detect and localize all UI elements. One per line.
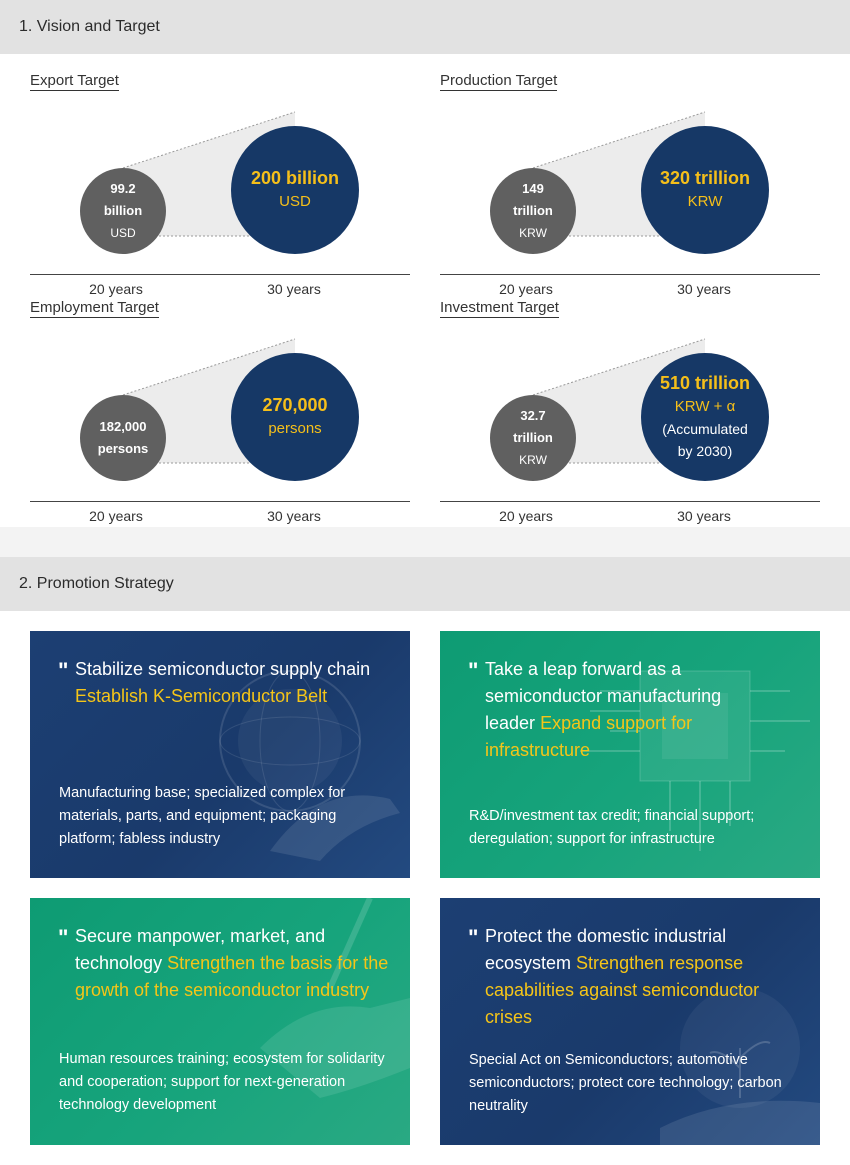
- baseline-unit-2: KRW: [519, 453, 547, 467]
- baseline-value: 149: [522, 181, 544, 196]
- target-value: 270,000: [262, 395, 328, 415]
- strategy-description: Manufacturing base; specialized complex for materials, parts, and equipment; packaging platform; fabless industry: [59, 785, 346, 847]
- baseline-value: 32.7: [520, 408, 546, 423]
- baseline-unit: billion: [103, 203, 143, 218]
- baseline-unit-2: USD: [110, 226, 136, 240]
- section-vision-header: [0, 0, 850, 54]
- baseline-circle: [490, 395, 576, 481]
- label-to: 30 years: [677, 281, 731, 297]
- strategy-description: Special Act on Semiconductors; automotive semiconductors; protect core technology; carbon neutrality: [469, 1052, 782, 1114]
- target-unit: KRW + α: [674, 398, 736, 415]
- target-title: Export Target: [30, 72, 119, 89]
- quote-mark-icon: ": [468, 925, 479, 950]
- section-vision-title: 1. Vision and Target: [19, 18, 160, 35]
- section-strategy-title: 2. Promotion Strategy: [19, 575, 174, 592]
- target-circle: [641, 353, 769, 481]
- strategy-highlight: Establish K-Semiconductor Belt: [75, 686, 328, 706]
- axis-line: [440, 274, 820, 275]
- baseline-value: 99.2: [110, 181, 136, 196]
- baseline-circle: [490, 168, 576, 254]
- axis-line: [30, 274, 410, 275]
- strategy-card-manpower: [30, 898, 410, 1145]
- production-target: [440, 72, 820, 299]
- strategy-headline: [75, 656, 395, 710]
- target-note: (Accumulated by 2030): [662, 421, 748, 459]
- quote-mark-icon: ": [58, 658, 69, 683]
- label-to: 30 years: [677, 508, 731, 524]
- quote-mark-icon: ": [468, 658, 479, 683]
- label-to: 30 years: [267, 281, 321, 297]
- employment-target: [30, 299, 410, 526]
- target-circle: [231, 126, 359, 254]
- strategy-headline-text: Stabilize semiconductor supply chain: [75, 659, 371, 679]
- strategy-card-supply-chain: [30, 631, 410, 878]
- target-title: Production Target: [440, 72, 558, 89]
- target-value: 320 trillion: [659, 168, 751, 188]
- axis-line: [30, 501, 410, 502]
- target-unit: KRW: [687, 193, 723, 210]
- target-unit: USD: [279, 193, 311, 210]
- label-from: 20 years: [89, 508, 143, 524]
- label-from: 20 years: [499, 508, 553, 524]
- strategy-headline-text: Protect the domestic industrial ecosystem: [485, 926, 727, 973]
- strategy-headline-text: Take a leap forward as a semiconductor manufacturing leader: [485, 659, 722, 733]
- target-value: 200 billion: [250, 168, 340, 188]
- target-title: Investment Target: [440, 299, 559, 316]
- strategy-card-ecosystem: [440, 898, 820, 1145]
- strategy-highlight: Strengthen the basis for the growth of the semiconductor industry: [75, 953, 389, 1000]
- strategy-headline: [485, 656, 730, 764]
- target-unit: persons: [268, 420, 322, 437]
- baseline-unit: trillion: [513, 203, 553, 218]
- quote-mark-icon: ": [58, 925, 69, 950]
- baseline-circle: [80, 395, 166, 481]
- strategy-headline: [75, 923, 395, 1004]
- target-value: 510 trillion: [659, 373, 751, 393]
- label-from: 20 years: [499, 281, 553, 297]
- target-title: Employment Target: [30, 299, 159, 316]
- label-to: 30 years: [267, 508, 321, 524]
- strategy-card-manufacturing: [440, 631, 820, 878]
- investment-target: [440, 299, 820, 526]
- strategy-highlight: Expand support for infrastructure: [485, 713, 693, 760]
- section-strategy-header: [0, 557, 850, 611]
- axis-line: [440, 501, 820, 502]
- export-target: [30, 72, 410, 299]
- strategy-headline-text: Secure manpower, market, and technology: [75, 926, 326, 973]
- label-from: 20 years: [89, 281, 143, 297]
- baseline-unit-2: KRW: [519, 226, 547, 240]
- strategy-description: R&D/investment tax credit; financial support; deregulation; support for infrastructure: [469, 808, 755, 847]
- target-circle: [641, 126, 769, 254]
- strategy-description: Human resources training; ecosystem for solidarity and cooperation; support for next-generation technology development: [59, 1051, 385, 1113]
- baseline-unit: persons: [97, 441, 149, 456]
- baseline-value: 182,000: [99, 419, 147, 434]
- section-gap: [0, 527, 850, 557]
- strategy-headline: [485, 923, 805, 1031]
- strategy-highlight: Strengthen response capabilities against semiconductor crises: [485, 953, 760, 1027]
- target-circle: [231, 353, 359, 481]
- baseline-circle: [80, 168, 166, 254]
- baseline-unit: trillion: [513, 430, 553, 445]
